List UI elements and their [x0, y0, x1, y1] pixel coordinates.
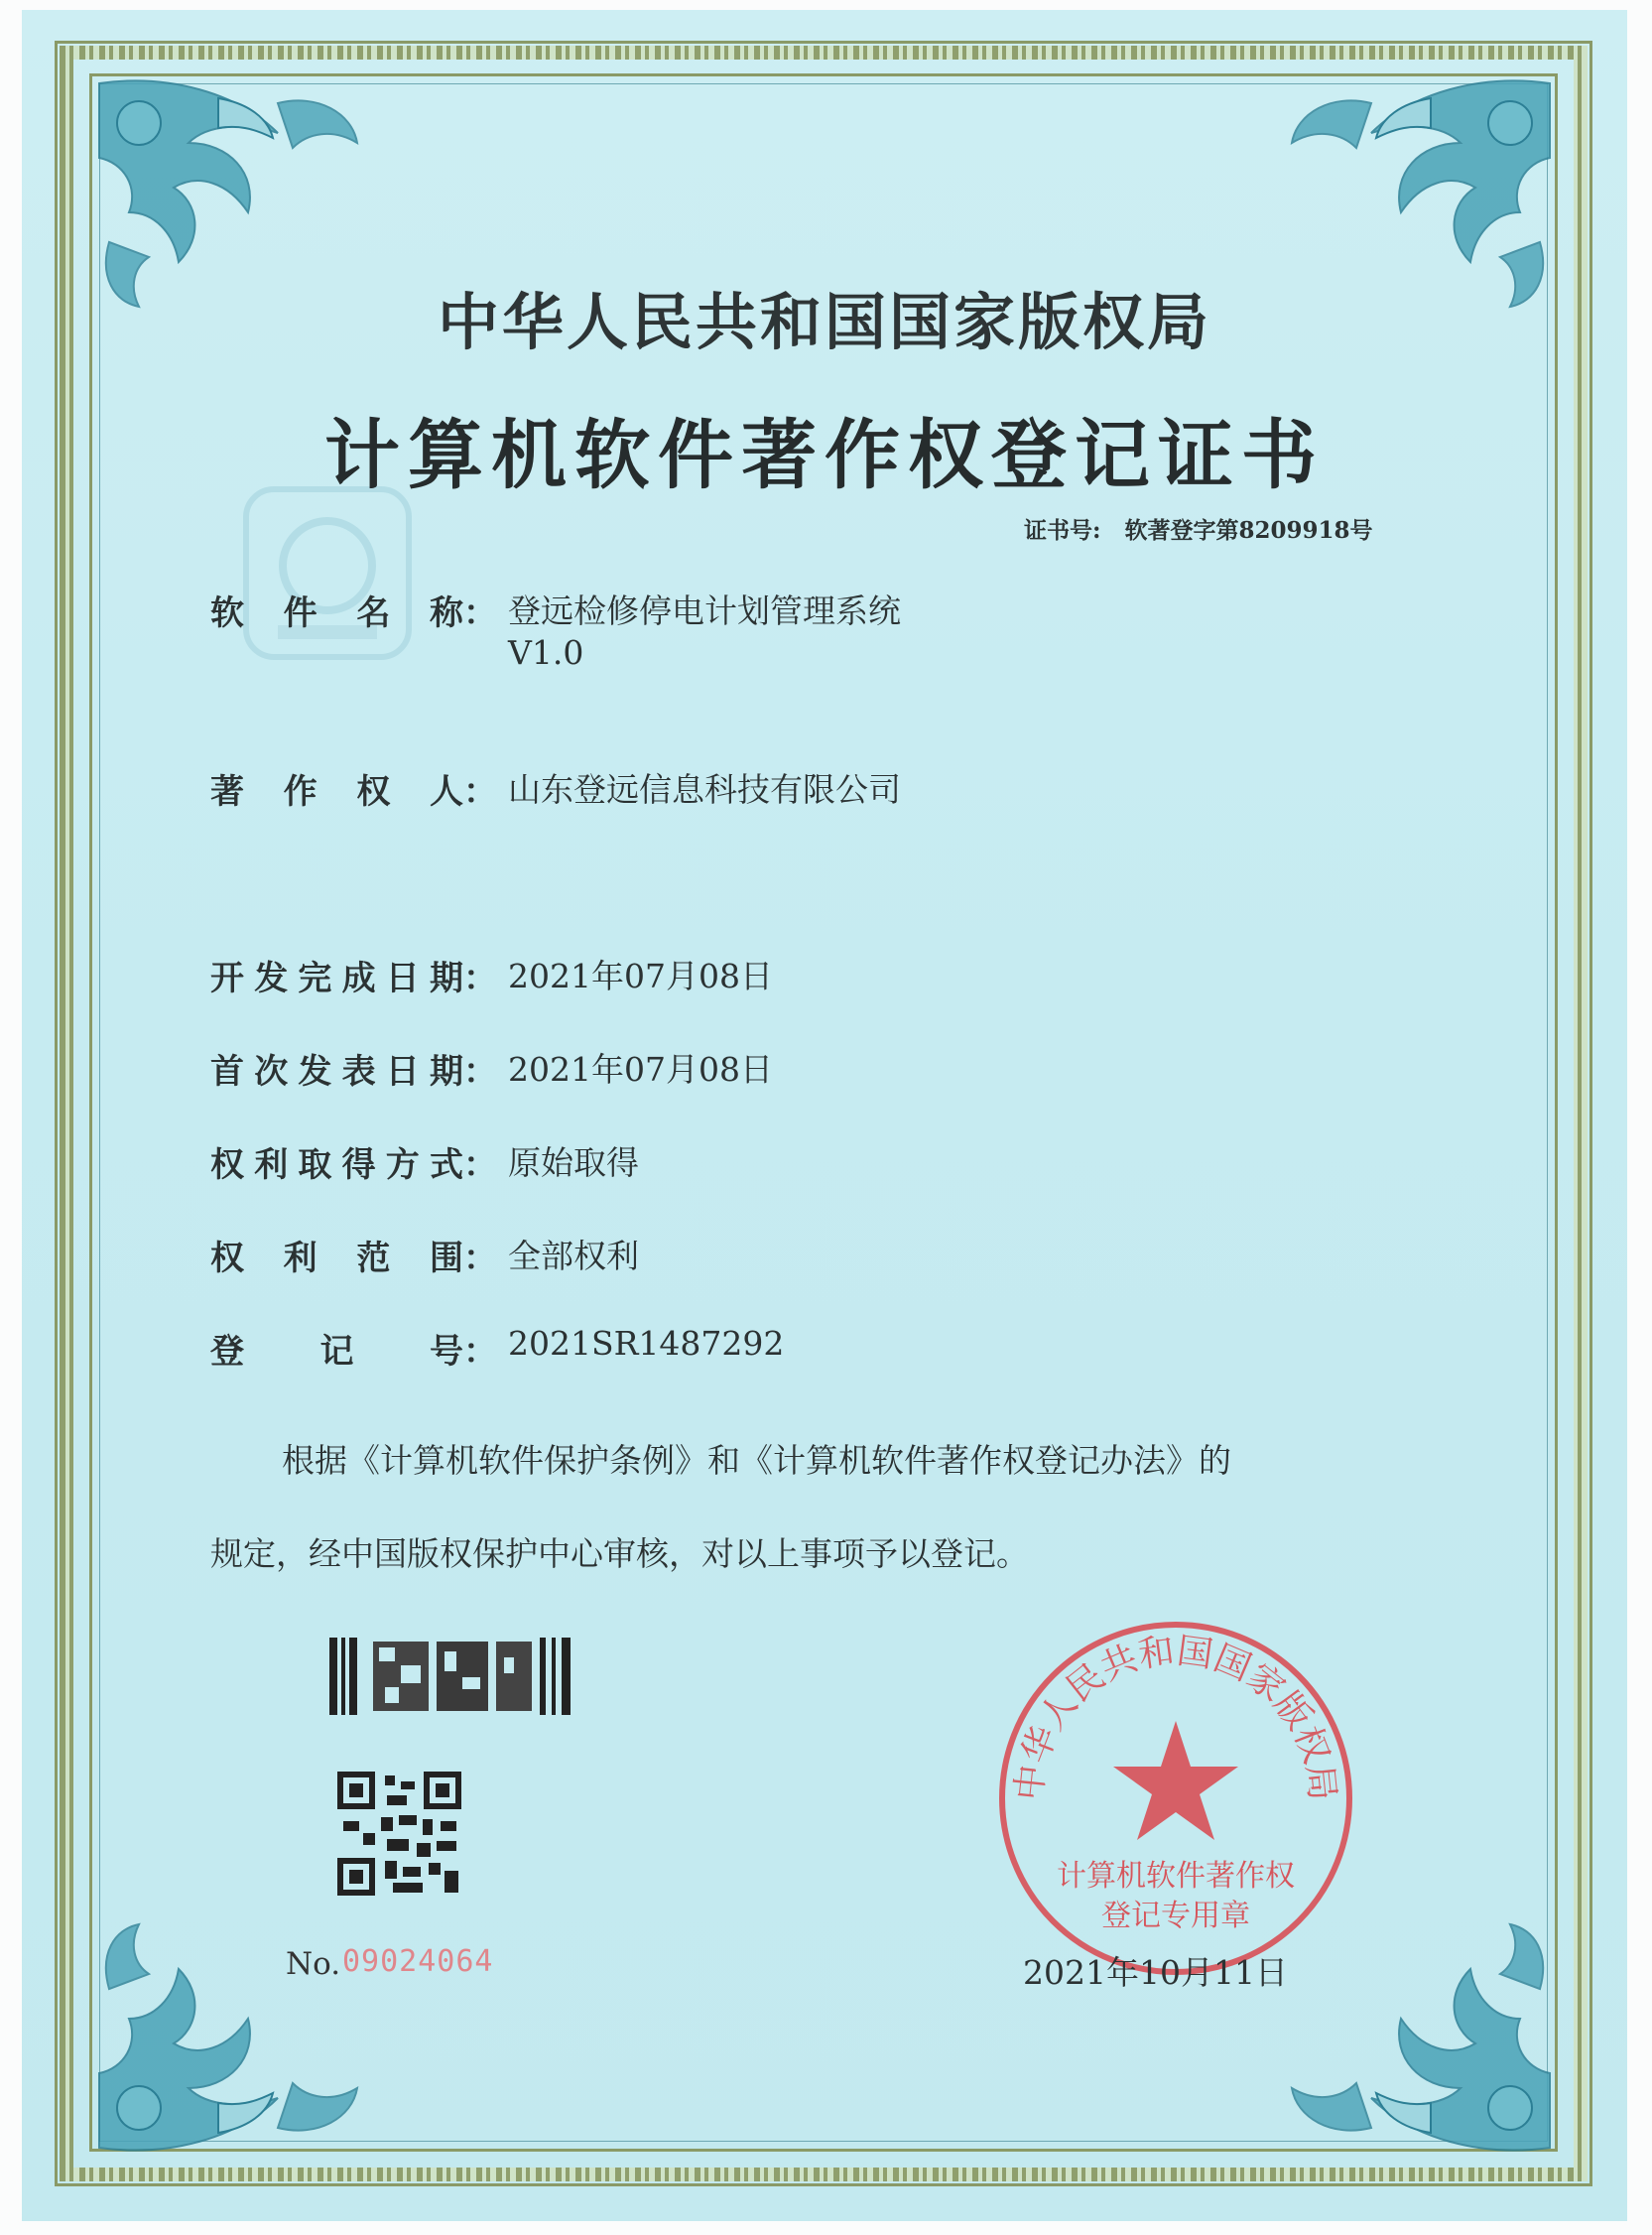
reg-no-value: 2021SR1487292 — [508, 1324, 785, 1363]
serial-number-value: 09024064 — [342, 1944, 494, 1979]
certificate-title: 计算机软件著作权登记证书 — [324, 411, 1325, 499]
copyright-owner-row — [210, 764, 497, 813]
star-icon — [1113, 1721, 1238, 1840]
colon: ： — [463, 593, 497, 633]
certificate-number-value: 软著登字第8209918号 — [1124, 517, 1373, 544]
colon: ： — [463, 1052, 497, 1092]
colon: ： — [463, 1145, 497, 1185]
pub-date-value: 2021年07月08日 — [508, 1050, 773, 1089]
issue-date: 2021年10月11日 — [1023, 1953, 1288, 1992]
seal-center-line-2: 登记专用章 — [1101, 1900, 1250, 1932]
acq-method-row — [210, 1137, 497, 1186]
official-seal — [987, 1610, 1364, 1987]
scope-label: 权利范围 — [210, 1239, 463, 1278]
copyright-owner-value: 山东登远信息科技有限公司 — [508, 770, 901, 809]
reg-no-row — [210, 1324, 497, 1373]
embossed-emblem — [238, 481, 417, 665]
software-version-value: V1.0 — [508, 633, 584, 672]
dev-date-value: 2021年07月08日 — [508, 957, 773, 995]
certificate-number-label: 证书号: — [1024, 517, 1101, 544]
seal-ring-text: 中华人民共和国国家版权局 — [1009, 1631, 1342, 1803]
acq-method-label: 权利取得方式 — [210, 1145, 463, 1185]
software-name-label: 软件名称 — [210, 593, 463, 633]
certificate-number — [1024, 512, 1373, 545]
colon: ： — [463, 1332, 497, 1372]
software-name-row — [210, 586, 497, 634]
colon: ： — [463, 959, 497, 998]
software-name-value: 登远检修停电计划管理系统 — [508, 592, 901, 630]
statement-line-2: 规定，经中国版权保护中心审核，对以上事项予以登记。 — [210, 1534, 1029, 1573]
barcode — [329, 1638, 572, 1715]
pub-date-row — [210, 1044, 497, 1093]
statement-line-1: 根据《计算机软件保护条例》和《计算机软件著作权登记办法》的 — [282, 1441, 1231, 1480]
scope-value: 全部权利 — [508, 1237, 639, 1275]
acq-method-value: 原始取得 — [508, 1143, 639, 1182]
scope-row — [210, 1231, 497, 1279]
certificate — [22, 10, 1627, 2221]
pub-date-label: 首次发表日期 — [210, 1052, 463, 1092]
copyright-owner-label: 著作权人 — [210, 772, 463, 812]
colon: ： — [463, 772, 497, 812]
qr-code — [337, 1772, 461, 1896]
serial-number-label: No. — [286, 1946, 341, 1982]
issuer-heading: 中华人民共和国国家版权局 — [437, 286, 1211, 358]
dev-date-row — [210, 951, 497, 999]
dev-date-label: 开发完成日期 — [210, 959, 463, 998]
colon: ： — [463, 1239, 497, 1278]
seal-center-line-1: 计算机软件著作权 — [1057, 1860, 1295, 1893]
reg-no-label: 登记号 — [210, 1332, 463, 1372]
